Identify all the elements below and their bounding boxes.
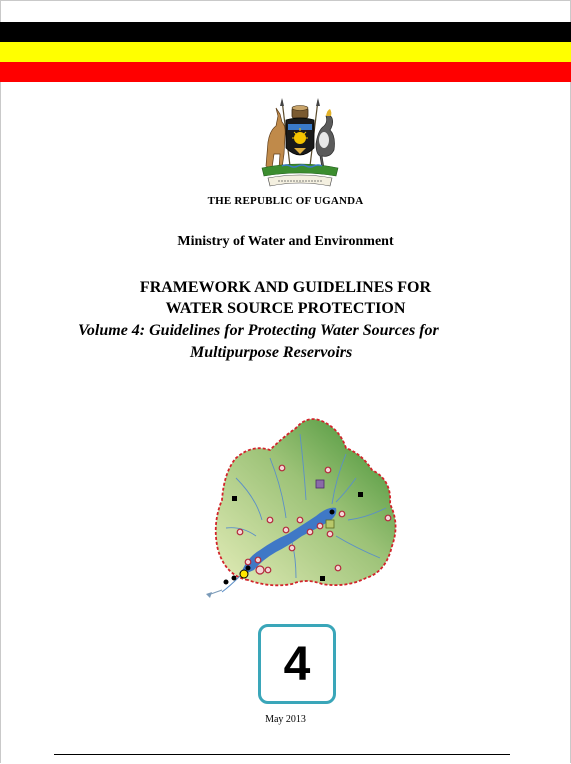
coat-of-arms-icon [252, 96, 348, 192]
flag-stripe-yellow [0, 42, 571, 62]
document-title-line-1: FRAMEWORK AND GUIDELINES FOR [139, 279, 432, 296]
document-title-line-2: WATER SOURCE PROTECTION [165, 300, 406, 317]
volume-subtitle-line-1: Volume 4: Guidelines for Protecting Water Sources for [78, 322, 439, 339]
country-name: THE REPUBLIC OF UGANDA [207, 195, 364, 207]
flag-stripe-red [0, 62, 571, 82]
footer-rule [54, 754, 510, 755]
volume-number-badge: 4 [258, 624, 336, 704]
catchment-map-icon [196, 408, 406, 600]
publication-date: May 2013 [265, 714, 306, 725]
ministry-name: Ministry of Water and Environment [177, 234, 394, 249]
flag-stripe-black [0, 22, 571, 42]
volume-subtitle-line-2: Multipurpose Reservoirs [190, 344, 353, 361]
